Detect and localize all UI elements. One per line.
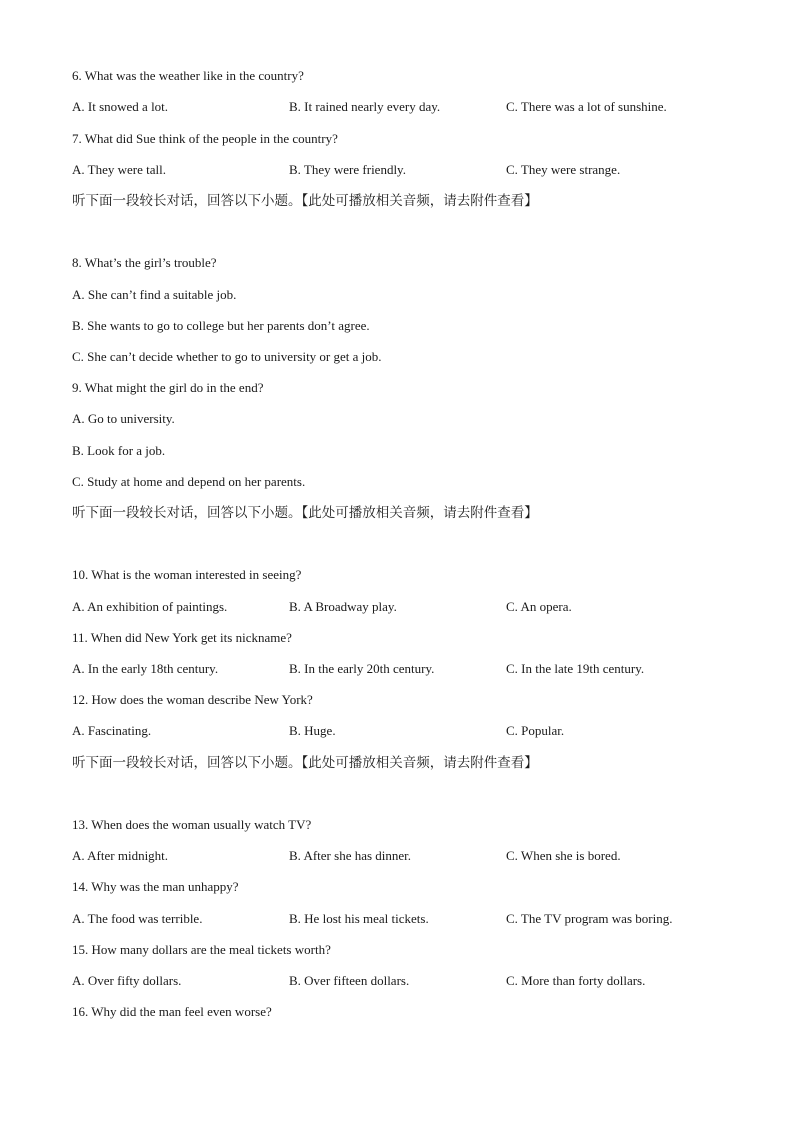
- question-13-option-c: C. When she is bored.: [506, 848, 621, 863]
- question-12-option-b: B. Huge.: [289, 723, 336, 738]
- question-12-option-c: C. Popular.: [506, 723, 565, 738]
- question-9-option-c: C. Study at home and depend on her parents.: [72, 474, 306, 489]
- question-14-stem: 14. Why was the man unhappy?: [72, 879, 239, 894]
- question-10-stem: 10. What is the woman interested in seeing?: [72, 567, 302, 582]
- question-6-option-c: C. There was a lot of sunshine.: [506, 99, 667, 114]
- question-10-option-a: A. An exhibition of paintings.: [72, 599, 228, 614]
- question-12-stem: 12. How does the woman describe New York?: [72, 692, 313, 707]
- question-14-option-a: A. The food was terrible.: [72, 911, 203, 926]
- question-13-option-a: A. After midnight.: [72, 848, 169, 863]
- listening-instruction-1: 听下面一段较长对话，回答以下小题。【此处可播放相关音频，请去附件查看】: [72, 193, 538, 209]
- question-11-option-c: C. In the late 19th century.: [506, 661, 645, 676]
- question-15-stem: 15. How many dollars are the meal tickets worth?: [72, 942, 331, 957]
- question-11-option-a: A. In the early 18th century.: [72, 661, 219, 676]
- question-14-option-c: C. The TV program was boring.: [506, 911, 673, 926]
- question-8-stem: 8. What’s the girl’s trouble?: [72, 255, 217, 270]
- question-8-option-a: A. She can’t find a suitable job.: [72, 287, 237, 302]
- question-7-option-c: C. They were strange.: [506, 162, 621, 177]
- question-9-option-b: B. Look for a job.: [72, 443, 166, 458]
- question-6-option-b: B. It rained nearly every day.: [289, 99, 441, 114]
- question-6-stem: 6. What was the weather like in the country?: [72, 68, 304, 83]
- question-11-stem: 11. When did New York get its nickname?: [72, 630, 292, 645]
- question-11-option-b: B. In the early 20th century.: [289, 661, 435, 676]
- question-8-option-b: B. She wants to go to college but her parents don’t agree.: [72, 318, 370, 333]
- question-15-option-a: A. Over fifty dollars.: [72, 973, 182, 988]
- listening-instruction-3: 听下面一段较长对话，回答以下小题。【此处可播放相关音频，请去附件查看】: [72, 755, 538, 771]
- question-7-option-a: A. They were tall.: [72, 162, 166, 177]
- question-9-stem: 9. What might the girl do in the end?: [72, 380, 264, 395]
- question-7-option-b: B. They were friendly.: [289, 162, 406, 177]
- question-7-stem: 7. What did Sue think of the people in the country?: [72, 131, 338, 146]
- question-6-option-a: A. It snowed a lot.: [72, 99, 169, 114]
- question-12-option-a: A. Fascinating.: [72, 723, 152, 738]
- question-14-option-b: B. He lost his meal tickets.: [289, 911, 429, 926]
- question-13-option-b: B. After she has dinner.: [289, 848, 412, 863]
- question-10-option-c: C. An opera.: [506, 599, 572, 614]
- question-16-stem: 16. Why did the man feel even worse?: [72, 1004, 272, 1019]
- question-15-option-b: B. Over fifteen dollars.: [289, 973, 410, 988]
- question-9-option-a: A. Go to university.: [72, 411, 175, 426]
- listening-instruction-2: 听下面一段较长对话，回答以下小题。【此处可播放相关音频，请去附件查看】: [72, 505, 538, 521]
- question-13-stem: 13. When does the woman usually watch TV?: [72, 817, 312, 832]
- question-15-option-c: C. More than forty dollars.: [506, 973, 646, 988]
- question-8-option-c: C. She can’t decide whether to go to university or get a job.: [72, 349, 382, 364]
- question-10-option-b: B. A Broadway play.: [289, 599, 397, 614]
